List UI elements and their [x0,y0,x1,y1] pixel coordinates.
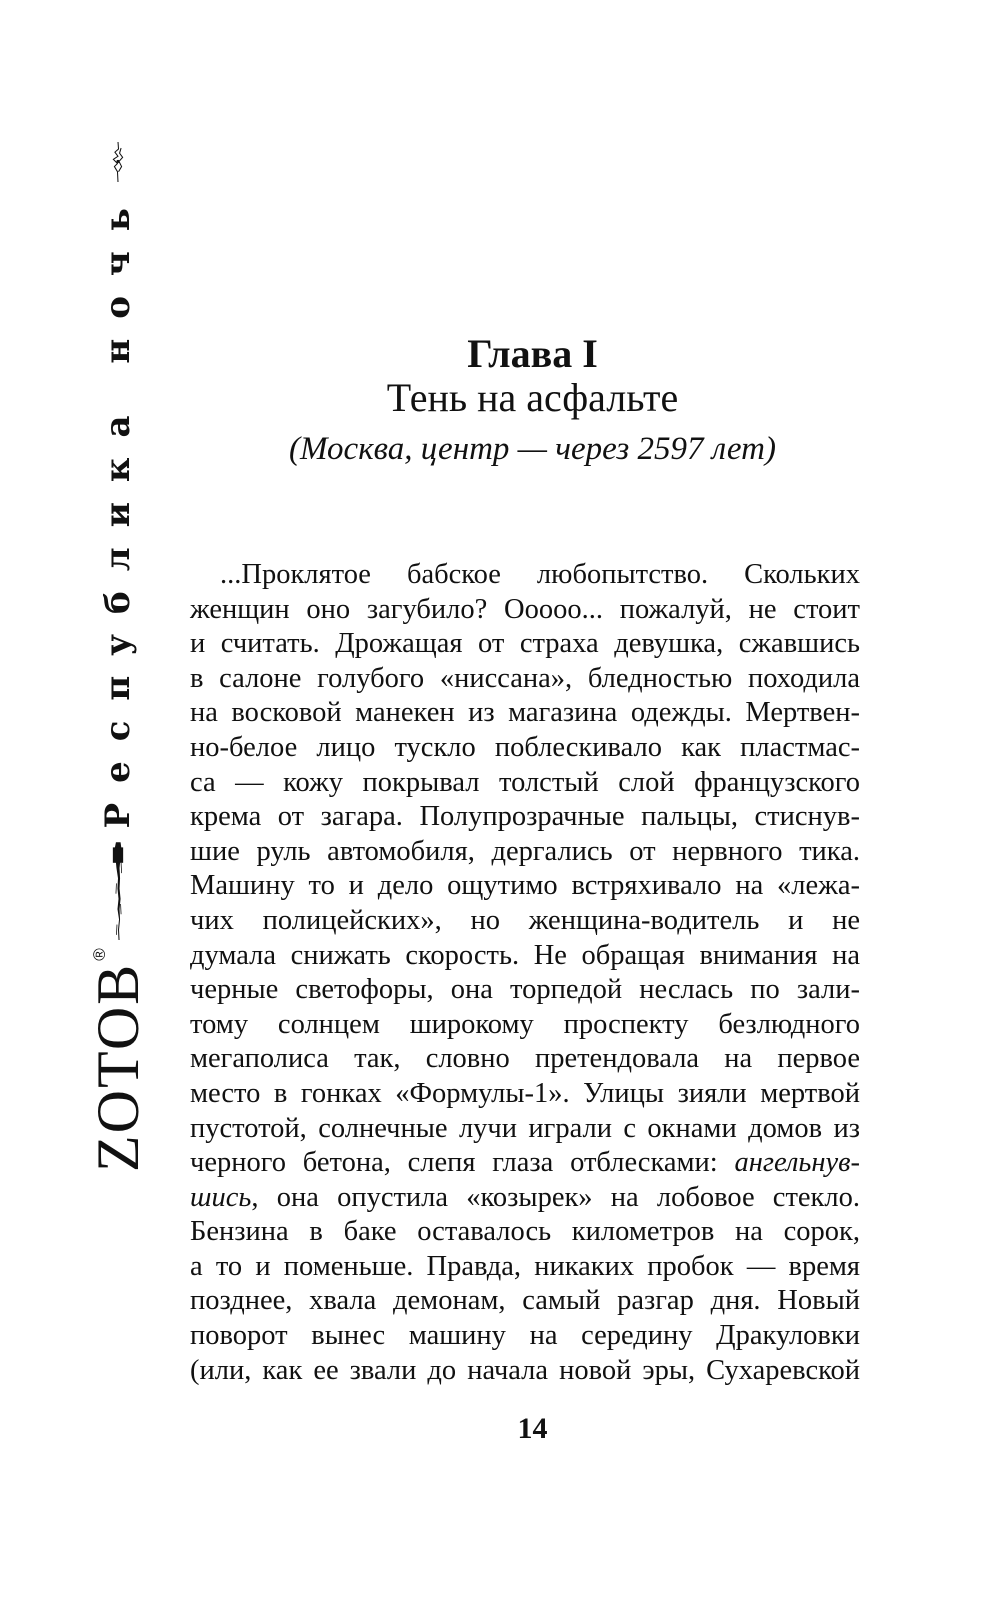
text-line-with-italic [190,1181,860,1216]
text-line: чих полицейских», но женщина-водитель и не [190,904,860,936]
chapter-subtitle: (Москва, центр — через 2597 лет) [289,431,776,467]
registered-mark: ® [90,948,109,961]
text-line: пустотой, солнечные лучи играли с окнами домов из [190,1112,860,1144]
text-line: Бензина в баке оставалось километров на сорок, [190,1216,860,1248]
text-line: ...Проклятое бабское любопытство. Скольких [220,559,860,590]
text-line: думала снижать скорость. Не обращая внимания на [190,939,860,971]
text-line-with-italic [190,1146,860,1181]
page-number: 14 [517,1412,548,1445]
italic-word: шись [190,1181,252,1213]
author-name: ZОТОВ [85,962,151,1172]
text-line: и считать. Дрожащая от страха девушка, сжавшись [190,628,860,660]
text-line: а то и поменьше. Правда, никаких пробок — время [190,1250,860,1282]
spine [78,142,158,1172]
text-line: (или, как ее звали до начала новой эры, Сухаревской [190,1354,860,1386]
text-line: поворот вынес машину на середину Дракуловки [190,1320,860,1352]
text-line: в салоне голубого «ниссана», бледностью походила [190,662,860,694]
text-line: , она опустила «козырек» на лобовое стекло. [251,1181,860,1213]
text-line: Машину то и дело ощутимо встряхивало на «лежа- [190,870,860,902]
text-line: черные светофоры, она торпедой неслась по зали- [190,974,860,1006]
text-line: позднее, хвала демонам, самый разгар дня. Новый [190,1285,860,1317]
bat-flourish-icon [103,142,133,182]
text-line: но-белое лицо тускло поблескивало как пластмас- [190,731,860,763]
text-line: мегаполиса так, словно претендовала на первое [190,1043,860,1075]
text-line: са — кожу покрывал толстый слой французского [190,766,860,798]
text-line: черного бетона, слепя глаза отблесками: [190,1147,718,1179]
italic-word: ангельнув- [734,1147,861,1179]
chapter-title: Тень на асфальте [386,375,679,420]
text-line: женщин оно загубило? Ооооо... пожалуй, не стоит [190,593,860,625]
chapter-label: Глава I [467,331,598,376]
series-title: Республика ночь [98,188,138,829]
text-line: на восковой манекен из магазина одежды. Мертвен- [190,697,860,729]
text-line: место в гонках «Формулы-1». Улицы зияли мертвой [190,1077,860,1109]
brush-stroke-icon [105,843,131,941]
text-line: тому солнцем широкому проспекту безлюдного [190,1008,860,1040]
body-text [190,558,860,1388]
text-line: шие руль автомобиля, дергались от нервного тика. [190,835,860,867]
text-line: крема от загара. Полупрозрачные пальцы, стиснув- [190,801,860,833]
